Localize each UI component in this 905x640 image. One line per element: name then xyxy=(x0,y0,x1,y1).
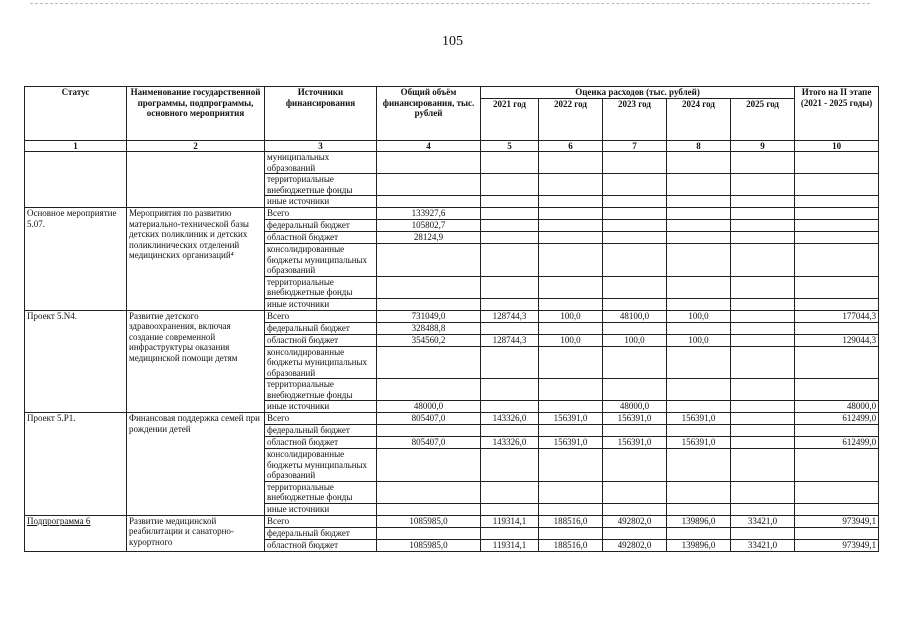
budget-table xyxy=(24,86,879,552)
status-cell: Проект 5.Р1. xyxy=(25,413,127,516)
source-cell: территориальные внебюджетные фонды xyxy=(265,481,377,503)
value-cell xyxy=(731,401,795,413)
value-cell: 100,0 xyxy=(539,310,603,322)
source-cell: федеральный бюджет xyxy=(265,527,377,539)
value-cell: 48100,0 xyxy=(603,310,667,322)
source-cell: территориальные внебюджетные фонды xyxy=(265,174,377,196)
header-year: 2022 год xyxy=(539,98,603,140)
table-row xyxy=(25,208,879,220)
source-cell: иные источники xyxy=(265,298,377,310)
column-number: 1 xyxy=(25,140,127,152)
source-cell: иные источники xyxy=(265,196,377,208)
value-cell: 1085985,0 xyxy=(377,515,481,527)
value-cell: 33421,0 xyxy=(731,539,795,551)
source-cell: областной бюджет xyxy=(265,232,377,244)
header-year: 2023 год xyxy=(603,98,667,140)
header-status: Статус xyxy=(25,87,127,141)
source-cell: иные источники xyxy=(265,503,377,515)
source-cell: областной бюджет xyxy=(265,437,377,449)
value-cell: 105802,7 xyxy=(377,220,481,232)
value-cell: 156391,0 xyxy=(539,413,603,425)
status-cell: Проект 5.N4. xyxy=(25,310,127,413)
source-cell: областной бюджет xyxy=(265,334,377,346)
source-cell: Всего xyxy=(265,413,377,425)
source-cell: консолидированные бюджеты муниципальных образований xyxy=(265,346,377,379)
header-name: Наименование государственной программы, подпрограммы, основного мероприятия xyxy=(127,87,265,141)
value-cell: 129044,3 xyxy=(795,334,879,346)
value-cell: 156391,0 xyxy=(667,413,731,425)
source-cell: территориальные внебюджетные фонды xyxy=(265,276,377,298)
column-number: 4 xyxy=(377,140,481,152)
name-cell: Финансовая поддержка семей при рождении детей xyxy=(127,413,265,516)
value-cell: 805407,0 xyxy=(377,413,481,425)
status-cell: Основное мероприятие 5.07. xyxy=(25,208,127,311)
value-cell: 28124,9 xyxy=(377,232,481,244)
value-cell: 156391,0 xyxy=(539,437,603,449)
column-number: 10 xyxy=(795,140,879,152)
value-cell: 805407,0 xyxy=(377,437,481,449)
value-cell: 1085985,0 xyxy=(377,539,481,551)
name-cell: Развитие медицинской реабилитации и санаторно-курортного xyxy=(127,515,265,551)
page-number: 105 xyxy=(442,34,463,49)
status-cell xyxy=(25,152,127,208)
value-cell: 612499,0 xyxy=(795,413,879,425)
name-cell: Мероприятия по развитию материально-технической базы детских поликлиник и детских поликлинических отделений медицинских организаций⁴ xyxy=(127,208,265,311)
value-cell: 156391,0 xyxy=(667,437,731,449)
column-number: 7 xyxy=(603,140,667,152)
column-number: 5 xyxy=(481,140,539,152)
value-cell: 156391,0 xyxy=(603,437,667,449)
column-number: 3 xyxy=(265,140,377,152)
column-number: 6 xyxy=(539,140,603,152)
header-year: 2025 год xyxy=(731,98,795,140)
column-number: 9 xyxy=(731,140,795,152)
value-cell: 973949,1 xyxy=(795,515,879,527)
name-cell xyxy=(127,152,265,208)
value-cell: 156391,0 xyxy=(603,413,667,425)
status-cell: Подпрограмма 6 xyxy=(25,515,127,551)
value-cell: 133927,6 xyxy=(377,208,481,220)
source-cell: федеральный бюджет xyxy=(265,220,377,232)
value-cell: 143326,0 xyxy=(481,413,539,425)
value-cell: 328488,8 xyxy=(377,322,481,334)
header-year: 2021 год xyxy=(481,98,539,140)
source-cell: муниципальных образований xyxy=(265,152,377,174)
source-cell: Всего xyxy=(265,208,377,220)
header-sources: Источники финансирования xyxy=(265,87,377,141)
value-cell: 492802,0 xyxy=(603,515,667,527)
value-cell: 48000,0 xyxy=(377,401,481,413)
value-cell: 100,0 xyxy=(539,334,603,346)
header-row xyxy=(25,87,879,99)
source-cell: консолидированные бюджеты муниципальных образований xyxy=(265,244,377,277)
value-cell xyxy=(539,401,603,413)
source-cell: Всего xyxy=(265,515,377,527)
column-number: 8 xyxy=(667,140,731,152)
source-cell: федеральный бюджет xyxy=(265,425,377,437)
value-cell: 731049,0 xyxy=(377,310,481,322)
header-year: 2024 год xyxy=(667,98,731,140)
table-row xyxy=(25,515,879,527)
table-row xyxy=(25,413,879,425)
source-cell: Всего xyxy=(265,310,377,322)
value-cell xyxy=(667,401,731,413)
value-cell xyxy=(481,401,539,413)
scan-top-edge xyxy=(30,3,870,4)
value-cell: 139896,0 xyxy=(667,515,731,527)
column-number: 2 xyxy=(127,140,265,152)
table-row xyxy=(25,310,879,322)
value-cell: 100,0 xyxy=(603,334,667,346)
value-cell: 48000,0 xyxy=(603,401,667,413)
column-number-row xyxy=(25,140,879,152)
value-cell: 177044,3 xyxy=(795,310,879,322)
value-cell: 128744,3 xyxy=(481,334,539,346)
source-cell: иные источники xyxy=(265,401,377,413)
value-cell: 100,0 xyxy=(667,334,731,346)
source-cell: областной бюджет xyxy=(265,539,377,551)
value-cell: 119314,1 xyxy=(481,515,539,527)
value-cell: 139896,0 xyxy=(667,539,731,551)
value-cell: 119314,1 xyxy=(481,539,539,551)
value-cell: 143326,0 xyxy=(481,437,539,449)
source-cell: территориальные внебюджетные фонды xyxy=(265,379,377,401)
value-cell: 100,0 xyxy=(667,310,731,322)
value-cell xyxy=(731,437,795,449)
value-cell: 128744,3 xyxy=(481,310,539,322)
header-total: Общий объём финансирования, тыс. рублей xyxy=(377,87,481,141)
value-cell: 492802,0 xyxy=(603,539,667,551)
value-cell: 973949,1 xyxy=(795,539,879,551)
name-cell: Развитие детского здравоохранения, включая создание современной инфраструктуры оказания медицинской помощи детям xyxy=(127,310,265,413)
source-cell: федеральный бюджет xyxy=(265,322,377,334)
value-cell: 48000,0 xyxy=(795,401,879,413)
value-cell xyxy=(731,310,795,322)
value-cell: 188516,0 xyxy=(539,539,603,551)
table-row xyxy=(25,152,879,174)
value-cell: 612499,0 xyxy=(795,437,879,449)
value-cell xyxy=(731,413,795,425)
header-stage-total: Итого на II этапе (2021 - 2025 годы) xyxy=(795,87,879,141)
value-cell: 33421,0 xyxy=(731,515,795,527)
value-cell: 188516,0 xyxy=(539,515,603,527)
value-cell xyxy=(731,334,795,346)
source-cell: консолидированные бюджеты муниципальных образований xyxy=(265,449,377,482)
header-estimate: Оценка расходов (тыс. рублей) xyxy=(481,87,795,99)
value-cell: 354560,2 xyxy=(377,334,481,346)
